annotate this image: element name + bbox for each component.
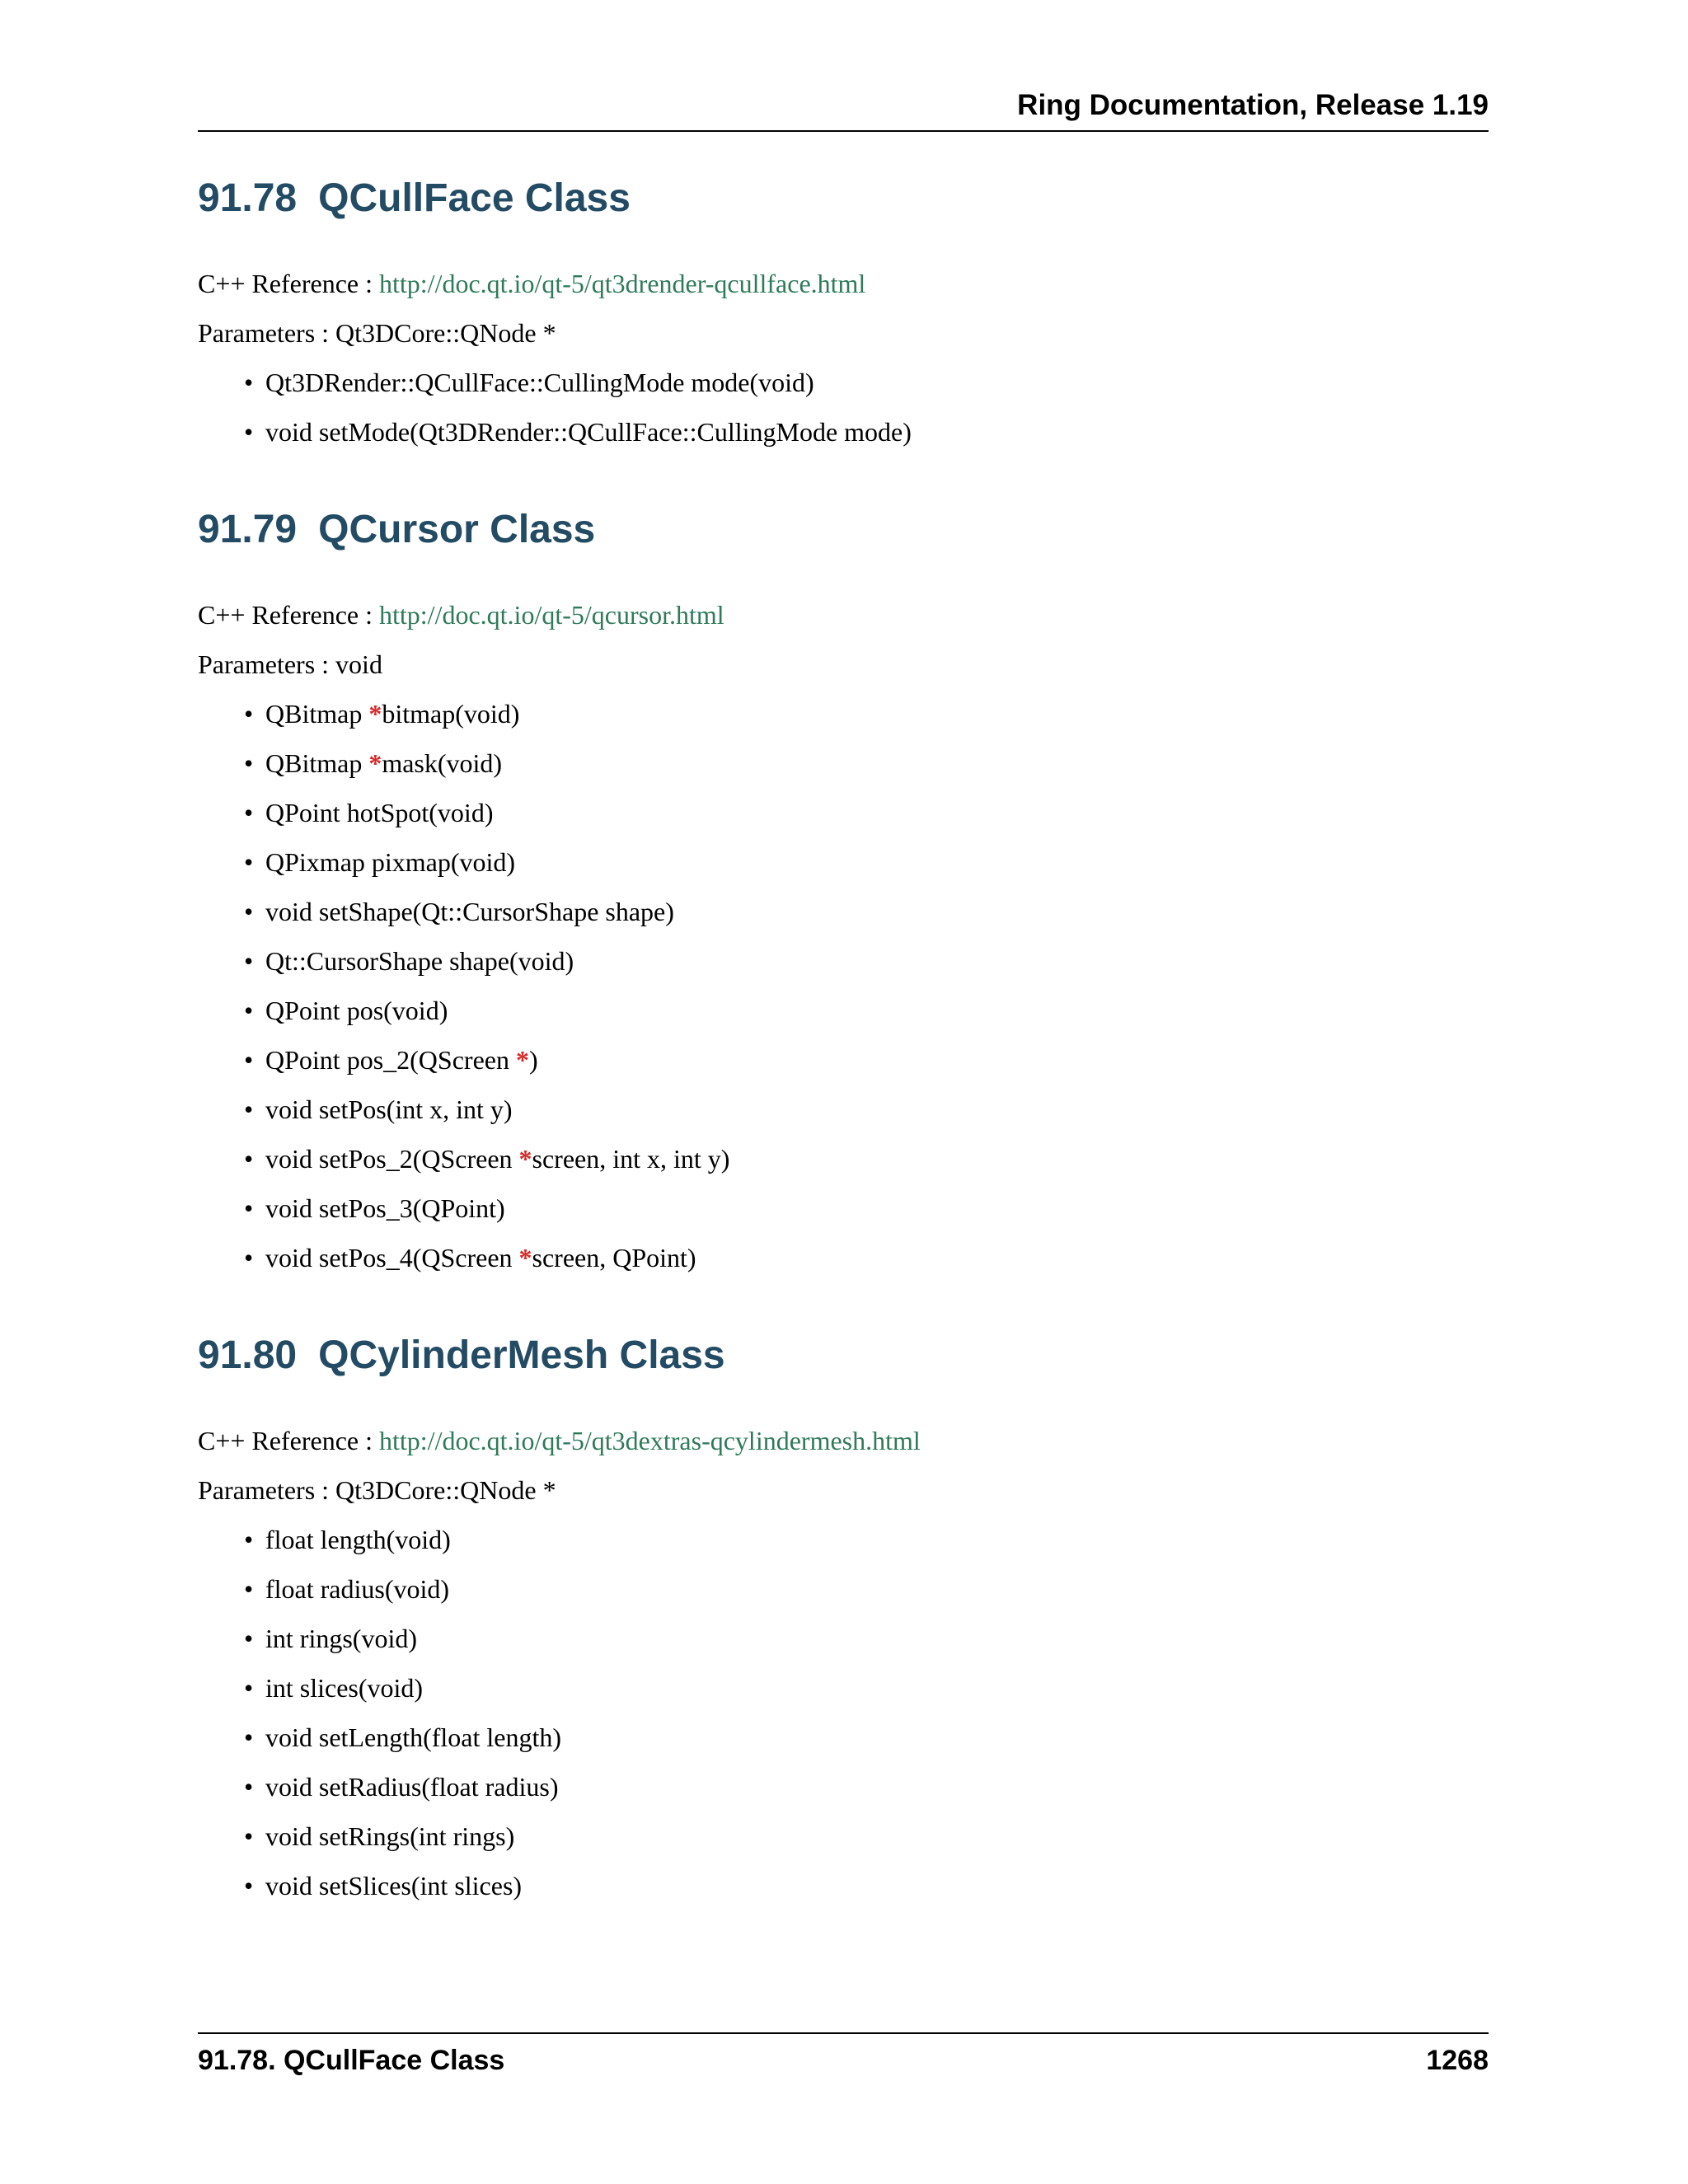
bullet-icon: • [244, 1525, 254, 1554]
method-signature: mask(void) [382, 748, 503, 778]
cpp-reference-label: C++ Reference : [198, 1426, 379, 1455]
parameters: Parameters : Qt3DCore::QNode * [198, 318, 556, 348]
parameters: Parameters : Qt3DCore::QNode * [198, 1475, 556, 1505]
cpp-reference [198, 259, 1489, 308]
method-signature: QPoint pos(void) [265, 996, 448, 1025]
method-signature: void setRings(int rings) [265, 1821, 515, 1851]
bullet-icon: • [244, 1574, 254, 1604]
bullet-icon: • [244, 996, 254, 1025]
bullet-icon: • [244, 699, 254, 729]
section [198, 1330, 1489, 1910]
bullet-icon: • [244, 897, 254, 926]
section-title: QCylinderMesh Class [318, 1333, 725, 1377]
method-signature: QBitmap [265, 748, 369, 778]
method-signature: QBitmap [265, 699, 369, 729]
section-heading [198, 173, 1489, 224]
method-item [244, 1035, 1489, 1085]
section-number: 91.80 [198, 1333, 298, 1377]
bullet-icon: • [244, 1772, 254, 1802]
method-item [244, 1762, 1489, 1811]
method-signature: void setPos(int x, int y) [265, 1094, 513, 1124]
section-title: QCullFace Class [318, 176, 631, 220]
bullet-icon: • [244, 1045, 254, 1075]
method-signature: void setPos_2(QScreen [265, 1144, 519, 1174]
cpp-reference-link[interactable]: http://doc.qt.io/qt-5/qt3dextras-qcylindermesh.html [379, 1426, 921, 1455]
method-signature: int rings(void) [265, 1624, 417, 1653]
bullet-icon: • [244, 1094, 254, 1124]
cpp-reference-link[interactable]: http://doc.qt.io/qt-5/qt3drender-qcullface.html [379, 269, 866, 298]
section-number: 91.79 [198, 508, 298, 551]
section-number: 91.78 [198, 176, 298, 220]
document-title: Ring Documentation, Release 1.19 [1017, 89, 1489, 121]
method-item [244, 1861, 1489, 1910]
method-signature: void setShape(Qt::CursorShape shape) [265, 897, 674, 926]
method-item [244, 1713, 1489, 1762]
method-signature: float length(void) [265, 1525, 451, 1554]
method-signature: Qt3DRender::QCullFace::CullingMode mode(void) [265, 368, 814, 397]
method-signature: screen, QPoint) [532, 1243, 696, 1272]
method-signature: void setLength(float length) [265, 1722, 562, 1752]
section-heading [198, 1330, 1489, 1381]
method-signature: Qt::CursorShape shape(void) [265, 946, 574, 976]
cpp-reference-label: C++ Reference : [198, 600, 379, 630]
bullet-icon: • [244, 946, 254, 976]
method-signature: QPixmap pixmap(void) [265, 847, 516, 877]
method-signature: screen, int x, int y) [532, 1144, 730, 1174]
pointer-star: * [518, 1243, 532, 1272]
bullet-icon: • [244, 1243, 254, 1272]
method-item [244, 1233, 1489, 1282]
cpp-reference-label: C++ Reference : [198, 269, 379, 298]
method-list [198, 689, 1489, 1282]
cpp-reference [198, 590, 1489, 640]
method-signature: ) [528, 1045, 538, 1075]
page-footer [198, 2032, 1489, 2076]
method-item [244, 358, 1489, 407]
page-header [198, 82, 1489, 132]
method-signature: int slices(void) [265, 1673, 424, 1703]
method-item [244, 689, 1489, 738]
method-signature: QPoint hotSpot(void) [265, 798, 494, 827]
section-title: QCursor Class [318, 508, 596, 551]
bullet-icon: • [244, 417, 254, 447]
method-signature: float radius(void) [265, 1574, 450, 1604]
method-signature: void setMode(Qt3DRender::QCullFace::CullingMode mode) [265, 417, 912, 447]
pointer-star: * [368, 748, 382, 778]
pointer-star: * [515, 1045, 529, 1075]
cpp-reference [198, 1416, 1489, 1465]
method-signature: void setSlices(int slices) [265, 1871, 523, 1900]
method-item [244, 986, 1489, 1035]
bullet-icon: • [244, 748, 254, 778]
pointer-star: * [518, 1144, 532, 1174]
page-content [198, 173, 1489, 1958]
method-item [244, 936, 1489, 986]
method-list [198, 1515, 1489, 1910]
parameters: Parameters : void [198, 649, 382, 679]
method-item [244, 1663, 1489, 1713]
bullet-icon: • [244, 368, 254, 397]
bullet-icon: • [244, 1144, 254, 1174]
method-item [244, 1564, 1489, 1614]
page-number: 1268 [1426, 2045, 1489, 2076]
method-signature: void setRadius(float radius) [265, 1772, 559, 1802]
method-signature: QPoint pos_2(QScreen [265, 1045, 516, 1075]
bullet-icon: • [244, 1821, 254, 1851]
method-item [244, 1134, 1489, 1183]
method-item [244, 1183, 1489, 1233]
pointer-star: * [368, 699, 382, 729]
bullet-icon: • [244, 798, 254, 827]
method-item [244, 1085, 1489, 1134]
method-signature: void setPos_3(QPoint) [265, 1193, 505, 1223]
cpp-reference-link[interactable]: http://doc.qt.io/qt-5/qcursor.html [379, 600, 724, 630]
bullet-icon: • [244, 1673, 254, 1703]
method-signature: void setPos_4(QScreen [265, 1243, 519, 1272]
method-list [198, 358, 1489, 457]
bullet-icon: • [244, 1722, 254, 1752]
method-item [244, 738, 1489, 788]
method-item [244, 1515, 1489, 1564]
bullet-icon: • [244, 1193, 254, 1223]
section-heading [198, 504, 1489, 555]
section [198, 504, 1489, 1282]
bullet-icon: • [244, 1871, 254, 1900]
method-item [244, 407, 1489, 457]
method-signature: bitmap(void) [382, 699, 520, 729]
footer-section-title: 91.78. QCullFace Class [198, 2045, 505, 2076]
method-item [244, 887, 1489, 936]
section [198, 173, 1489, 457]
method-item [244, 1614, 1489, 1663]
bullet-icon: • [244, 1624, 254, 1653]
bullet-icon: • [244, 847, 254, 877]
method-item [244, 837, 1489, 887]
method-item [244, 788, 1489, 837]
method-item [244, 1811, 1489, 1861]
